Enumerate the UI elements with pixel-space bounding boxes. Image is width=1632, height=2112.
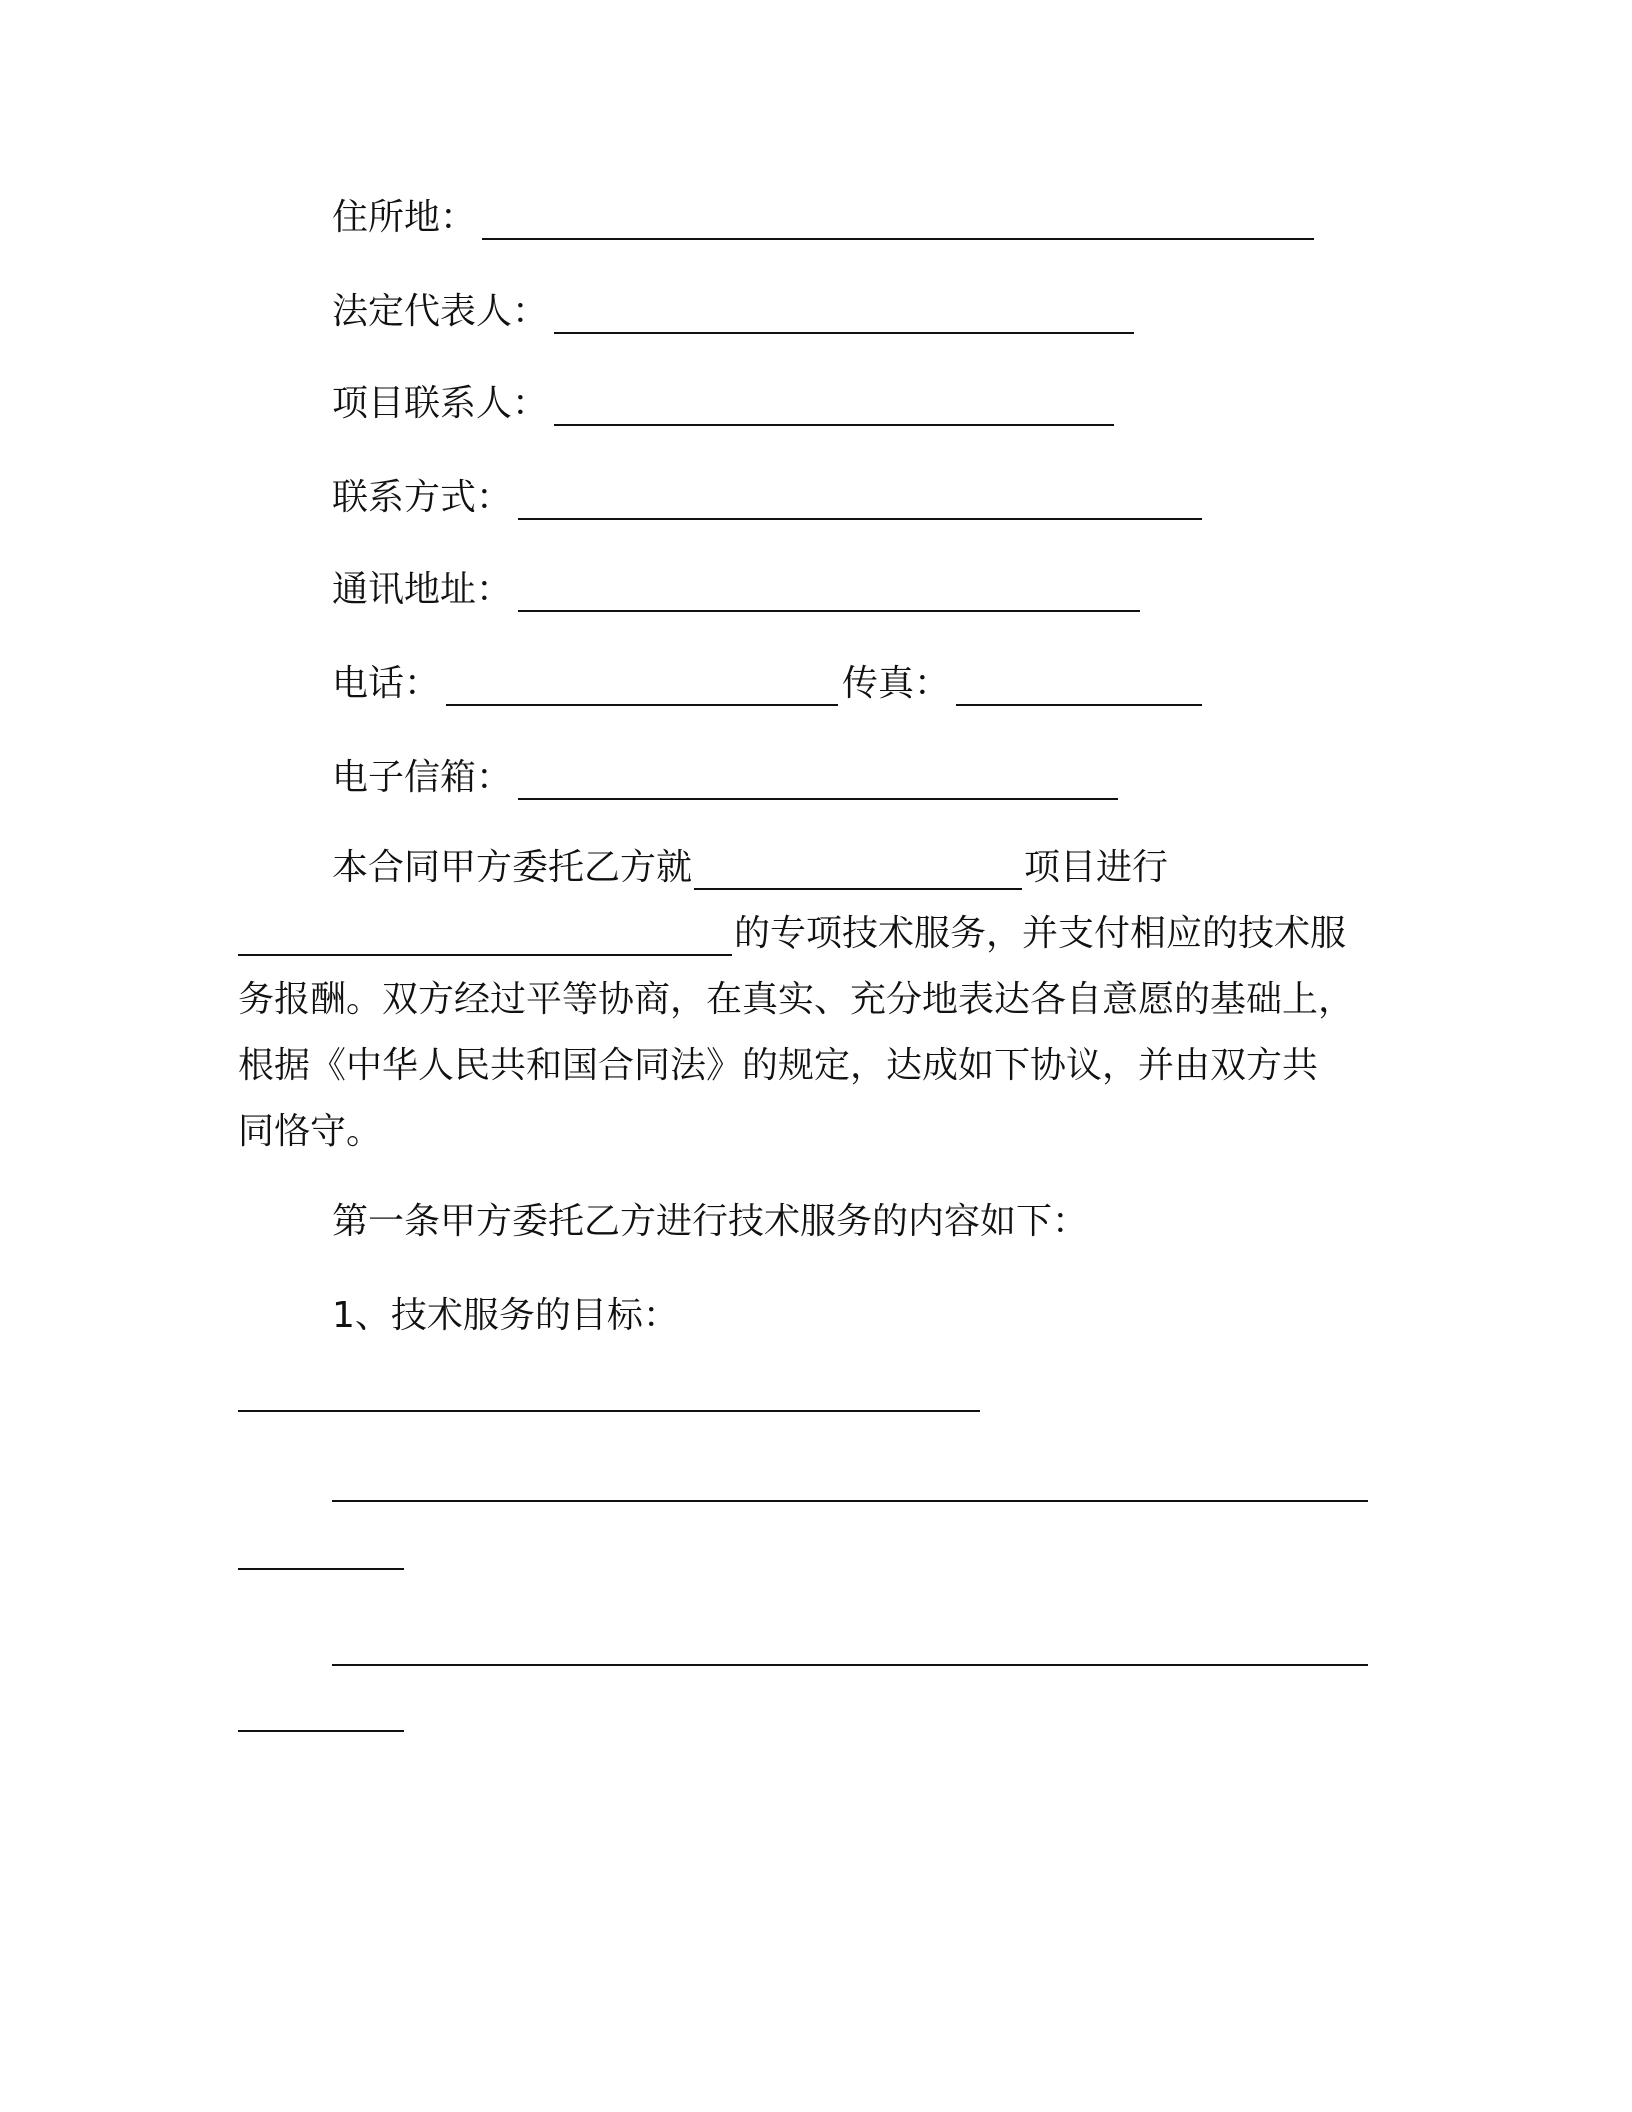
intro-line-3 (238, 978, 1354, 1022)
fax-label: 传真： (842, 663, 951, 704)
target-blank-line-2-cont[interactable] (238, 1568, 404, 1570)
intro-text-2b: 的专项技术服务，并支付相应的技术服 (734, 913, 1347, 954)
target-blank-line-2[interactable] (332, 1500, 1368, 1502)
service-type-blank[interactable] (238, 924, 732, 956)
legal-rep-row (332, 290, 1134, 334)
project-contact-blank[interactable] (554, 394, 1114, 426)
phone-label: 电话： (332, 663, 441, 704)
project-contact-label: 项目联系人： (332, 383, 549, 424)
legal-rep-label: 法定代表人： (332, 291, 549, 332)
address-row (332, 196, 1314, 240)
phone-fax-row (332, 662, 1202, 706)
mail-address-label: 通讯地址： (332, 569, 513, 610)
email-label: 电子信箱： (332, 757, 513, 798)
target-blank-line-3-cont[interactable] (238, 1730, 404, 1732)
contact-method-blank[interactable] (518, 488, 1202, 520)
phone-blank[interactable] (446, 674, 838, 706)
email-row (332, 756, 1118, 800)
intro-line-5 (238, 1110, 382, 1154)
intro-text-1a: 本合同甲方委托乙方就 (332, 847, 693, 888)
fax-blank[interactable] (956, 674, 1202, 706)
target-blank-line-1[interactable] (238, 1410, 980, 1412)
mail-address-row (332, 568, 1140, 612)
mail-address-blank[interactable] (518, 580, 1140, 612)
intro-line-1 (332, 846, 1168, 890)
legal-rep-blank[interactable] (554, 302, 1134, 334)
article-1-item-1-text: 1、技术服务的目标： (332, 1295, 679, 1336)
article-1-item-1 (332, 1294, 679, 1338)
project-name-blank[interactable] (694, 858, 1022, 890)
target-blank-line-3[interactable] (332, 1664, 1368, 1666)
intro-text-3: 务报酬。双方经过平等协商，在真实、充分地表达各自意愿的基础上， (238, 979, 1355, 1020)
contact-method-row (332, 476, 1202, 520)
article-1-heading (332, 1200, 1088, 1244)
intro-text-1b: 项目进行 (1024, 847, 1169, 888)
intro-line-4 (238, 1044, 1318, 1088)
intro-text-4: 根据《中华人民共和国合同法》的规定，达成如下协议，并由双方共 (238, 1045, 1319, 1086)
address-label: 住所地： (332, 197, 477, 238)
contact-method-label: 联系方式： (332, 477, 513, 518)
intro-line-2 (238, 912, 1346, 956)
address-blank[interactable] (482, 208, 1314, 240)
article-1-heading-text: 第一条甲方委托乙方进行技术服务的内容如下： (332, 1201, 1089, 1242)
project-contact-row (332, 382, 1114, 426)
intro-text-5: 同恪守。 (238, 1111, 383, 1152)
email-blank[interactable] (518, 768, 1118, 800)
